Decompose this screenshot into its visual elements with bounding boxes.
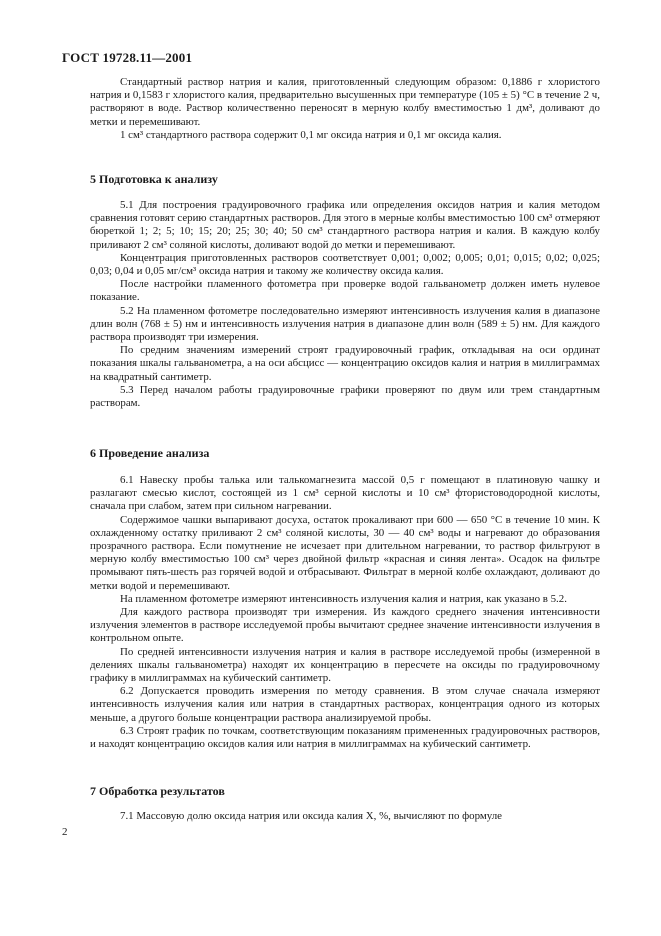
paragraph: 6.3 Строят график по точкам, соответствующим показаниям примененных градуировочных растворов, и находят концентрацию оксидов калия или натрия в миллиграммах на кубический сантиметр. — [90, 724, 600, 751]
paragraph: Содержимое чашки выпаривают досуха, остаток прокаливают при 600 — 650 °С в течение 10 мин. К охлажденному остатку приливают 2 см³ соляной кислоты, 30 — 40 см³ воды и нагревают до образования прозрачного раствора. Если помутнение не исчезает при длительном нагревании, то раствор фильтруют в мерную колбу вместимостью 100 см³ через двойной фильтр «красная и синяя лента». Осадок на фильтре промывают пять-шесть раз горячей водой и отбрасывают. Фильтрат в мерной колбе охлаждают, доливают до метки водой и перемешивают. — [90, 513, 600, 592]
paragraph: 6.2 Допускается проводить измерения по методу сравнения. В этом случае сначала измеряют интенсивность излучения калия или натрия в стандартных растворах, концентрация одного из которых меньше, а другого больше концентрации раствора анализируемой пробы. — [90, 685, 600, 724]
paragraph: Для каждого раствора производят три измерения. Из каждого среднего значения интенсивности излучения элементов в растворе исследуемой пробы вычитают среднее значение интенсивности излучения в контрольном опыте. — [90, 606, 600, 645]
paragraph: По средним значениям измерений строят градуировочный график, откладывая на оси ординат показания шкалы гальванометра, а на оси абсцисс — концентрацию оксидов калия и натрия в миллиграммах на квадратный сантиметр. — [90, 344, 600, 383]
paragraph: После настройки пламенного фотометра при проверке водой гальванометр должен иметь нулевое показание. — [90, 278, 600, 304]
paragraph: 7.1 Массовую долю оксида натрия или оксида калия X, %, вычисляют по формуле — [120, 810, 503, 822]
document-header: ГОСТ 19728.11—2001 — [62, 50, 193, 65]
section-6-body — [90, 474, 600, 751]
paragraph: 6.1 Навеску пробы талька или талькомагнезита массой 0,5 г помещают в платиновую чашку и разлагают смесью кислот, состоящей из 1 см³ серной кислоты и 10 см³ фтористоводородной кислоты, сначала при слабом, затем при сильном нагревании. — [90, 474, 600, 513]
paragraph: 5.3 Перед началом работы градуировочные графики проверяют по двум или трем стандартным растворам. — [90, 383, 600, 410]
paragraph: По средней интенсивности излучения натрия и калия в растворе исследуемой пробы (измеренной в делениях шкалы гальванометра) находят их концентрацию в пересчете на оксиды по градуировочному графику в миллиграммах на кубический сантиметр. — [90, 645, 600, 685]
paragraph: 5.2 На пламенном фотометре последовательно измеряют интенсивность излучения калия в диапазоне длин волн (768 ± 5) нм и интенсивность излучения натрия в диапазоне длин волн (589 ± 5) нм. Для каждого раствора производят три измерения. — [90, 304, 600, 344]
section-6-title: 6 Проведение анализа — [90, 446, 210, 460]
section-7-title: 7 Обработка результатов — [90, 784, 225, 798]
paragraph: Концентрация приготовленных растворов соответствует 0,001; 0,002; 0,005; 0,01; 0,015; 0,02; 0,025; 0,03; 0,04 и 0,05 мг/см³ оксида натрия и такому же количеству оксида калия. — [90, 251, 600, 278]
paragraph: 5.1 Для построения градуировочного графика или определения оксидов натрия и калия методом сравнения готовят серию стандартных растворов. Для этого в мерные колбы вместимостью 100 см³ отмеряют бюреткой 1; 2; 5; 10; 15; 20; 25; 30; 40; 50 см³ стандартного раствора натрия и калия. В каждую колбу приливают 2 см³ соляной кислоты, доливают водой до метки и перемешивают. — [90, 199, 600, 251]
paragraph: 1 см³ стандартного раствора содержит 0,1 мг оксида натрия и 0,1 мг оксида калия. — [120, 128, 502, 141]
paragraph: На пламенном фотометре измеряют интенсивность излучения калия и натрия, как указано в 5.2. — [120, 592, 567, 605]
section-5-title: 5 Подготовка к анализу — [90, 172, 218, 186]
section-5-body — [90, 199, 600, 410]
page-number: 2 — [62, 826, 68, 838]
section-7-body — [90, 810, 600, 823]
paragraph: Стандартный раствор натрия и калия, приготовленный следующим образом: 0,1886 г хлористого натрия и 0,1583 г хлористого калия, предварительно высушенных при температуре (105 ± 5) °С в течение 2 ч, растворяют в воде. Раствор количественно переносят в мерную колбу вместимостью 1 дм³, доливают до метки и перемешивают. — [90, 76, 600, 128]
intro-block — [90, 76, 600, 142]
